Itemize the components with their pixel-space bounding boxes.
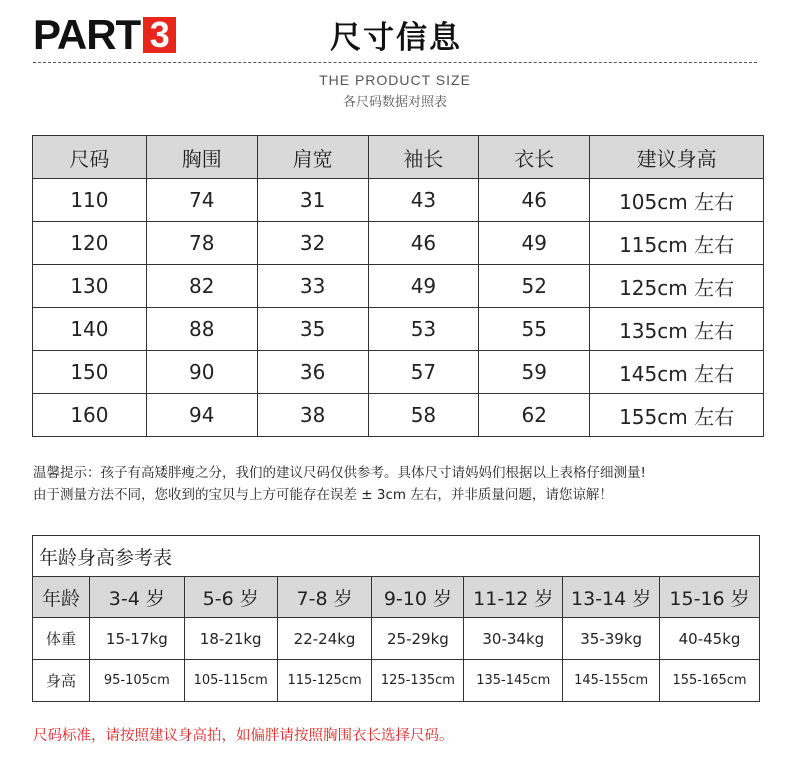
age-height-reference-table: [32, 535, 760, 702]
weight-cell: 22-24kg: [277, 618, 372, 660]
weight-row: [33, 618, 760, 660]
height-cell: 125-135cm: [372, 660, 464, 702]
table-cell: 140: [33, 308, 147, 351]
table-row: [33, 351, 764, 394]
weight-cell: 15-17kg: [89, 618, 184, 660]
table-cell: 115cm 左右: [590, 222, 764, 265]
table-cell: 43: [368, 179, 479, 222]
column-header: 胸围: [146, 136, 257, 179]
table-cell: 160: [33, 394, 147, 437]
table-cell: 58: [368, 394, 479, 437]
height-cell: 105-115cm: [184, 660, 277, 702]
age-range: 5-6 岁: [184, 577, 277, 618]
height-cell: 135-145cm: [464, 660, 563, 702]
sizing-advice-note: 尺码标准，请按照建议身高拍，如偏胖请按照胸围衣长选择尺码。: [33, 728, 454, 744]
age-range: 13-14 岁: [563, 577, 660, 618]
table-row: [33, 394, 764, 437]
table-cell: 53: [368, 308, 479, 351]
table-cell: 120: [33, 222, 147, 265]
table-cell: 130: [33, 265, 147, 308]
table-cell: 125cm 左右: [590, 265, 764, 308]
age-range: 11-12 岁: [464, 577, 563, 618]
subtitle-english: THE PRODUCT SIZE: [319, 72, 471, 88]
table-cell: 135cm 左右: [590, 308, 764, 351]
part-number-badge: 3: [143, 17, 176, 53]
table-cell: 150: [33, 351, 147, 394]
table-cell: 145cm 左右: [590, 351, 764, 394]
column-header: 建议身高: [590, 136, 764, 179]
table-cell: 49: [368, 265, 479, 308]
size-chart-table: [32, 135, 764, 437]
age-range: 7-8 岁: [277, 577, 372, 618]
height-cell: 95-105cm: [89, 660, 184, 702]
size-table-header-row: [33, 136, 764, 179]
weight-cell: 25-29kg: [372, 618, 464, 660]
table-cell: 46: [479, 179, 590, 222]
table-cell: 38: [257, 394, 368, 437]
tip-line-1: 温馨提示：孩子有高矮胖瘦之分，我们的建议尺码仅供参考。具体尺寸请妈妈们根据以上表格仔细测量!: [33, 465, 646, 481]
table-cell: 33: [257, 265, 368, 308]
column-header: 肩宽: [257, 136, 368, 179]
table-cell: 88: [146, 308, 257, 351]
table-cell: 62: [479, 394, 590, 437]
table-cell: 74: [146, 179, 257, 222]
table-row: [33, 179, 764, 222]
age-range: 3-4 岁: [89, 577, 184, 618]
table-cell: 82: [146, 265, 257, 308]
weight-cell: 40-45kg: [660, 618, 760, 660]
column-header: 袖长: [368, 136, 479, 179]
weight-cell: 30-34kg: [464, 618, 563, 660]
column-header: 尺码: [33, 136, 147, 179]
tip-line-2: 由于测量方法不同，您收到的宝贝与上方可能存在误差 ± 3cm 左右，并非质量问题，请您谅解！: [33, 487, 613, 503]
table-cell: 49: [479, 222, 590, 265]
age-header-row: [33, 577, 760, 618]
row-label: 体重: [33, 618, 90, 660]
sizing-tips: [33, 462, 773, 506]
table-cell: 94: [146, 394, 257, 437]
table-cell: 52: [479, 265, 590, 308]
age-range: 15-16 岁: [660, 577, 760, 618]
table-row: [33, 308, 764, 351]
section-title: 尺寸信息: [330, 20, 462, 56]
table-cell: 35: [257, 308, 368, 351]
table-cell: 32: [257, 222, 368, 265]
table-cell: 31: [257, 179, 368, 222]
table-cell: 46: [368, 222, 479, 265]
weight-cell: 35-39kg: [563, 618, 660, 660]
table-cell: 36: [257, 351, 368, 394]
table-cell: 55: [479, 308, 590, 351]
height-cell: 145-155cm: [563, 660, 660, 702]
table-cell: 59: [479, 351, 590, 394]
row-label: 年龄: [33, 577, 90, 618]
row-label: 身高: [33, 660, 90, 702]
table-row: [33, 222, 764, 265]
table-cell: 90: [146, 351, 257, 394]
part-word: PART: [33, 11, 141, 58]
weight-cell: 18-21kg: [184, 618, 277, 660]
table-cell: 155cm 左右: [590, 394, 764, 437]
column-header: 衣长: [479, 136, 590, 179]
table-caption: 年龄身高参考表: [33, 536, 760, 577]
part-logo: [33, 11, 176, 58]
height-row: [33, 660, 760, 702]
age-range: 9-10 岁: [372, 577, 464, 618]
table-caption-row: [33, 536, 760, 577]
height-cell: 155-165cm: [660, 660, 760, 702]
page-header: [0, 0, 790, 64]
subtitle-chinese: 各尺码数据对照表: [342, 95, 447, 110]
dashed-divider: [33, 62, 757, 63]
table-cell: 110: [33, 179, 147, 222]
table-cell: 105cm 左右: [590, 179, 764, 222]
table-cell: 57: [368, 351, 479, 394]
table-cell: 78: [146, 222, 257, 265]
height-cell: 115-125cm: [277, 660, 372, 702]
table-row: [33, 265, 764, 308]
